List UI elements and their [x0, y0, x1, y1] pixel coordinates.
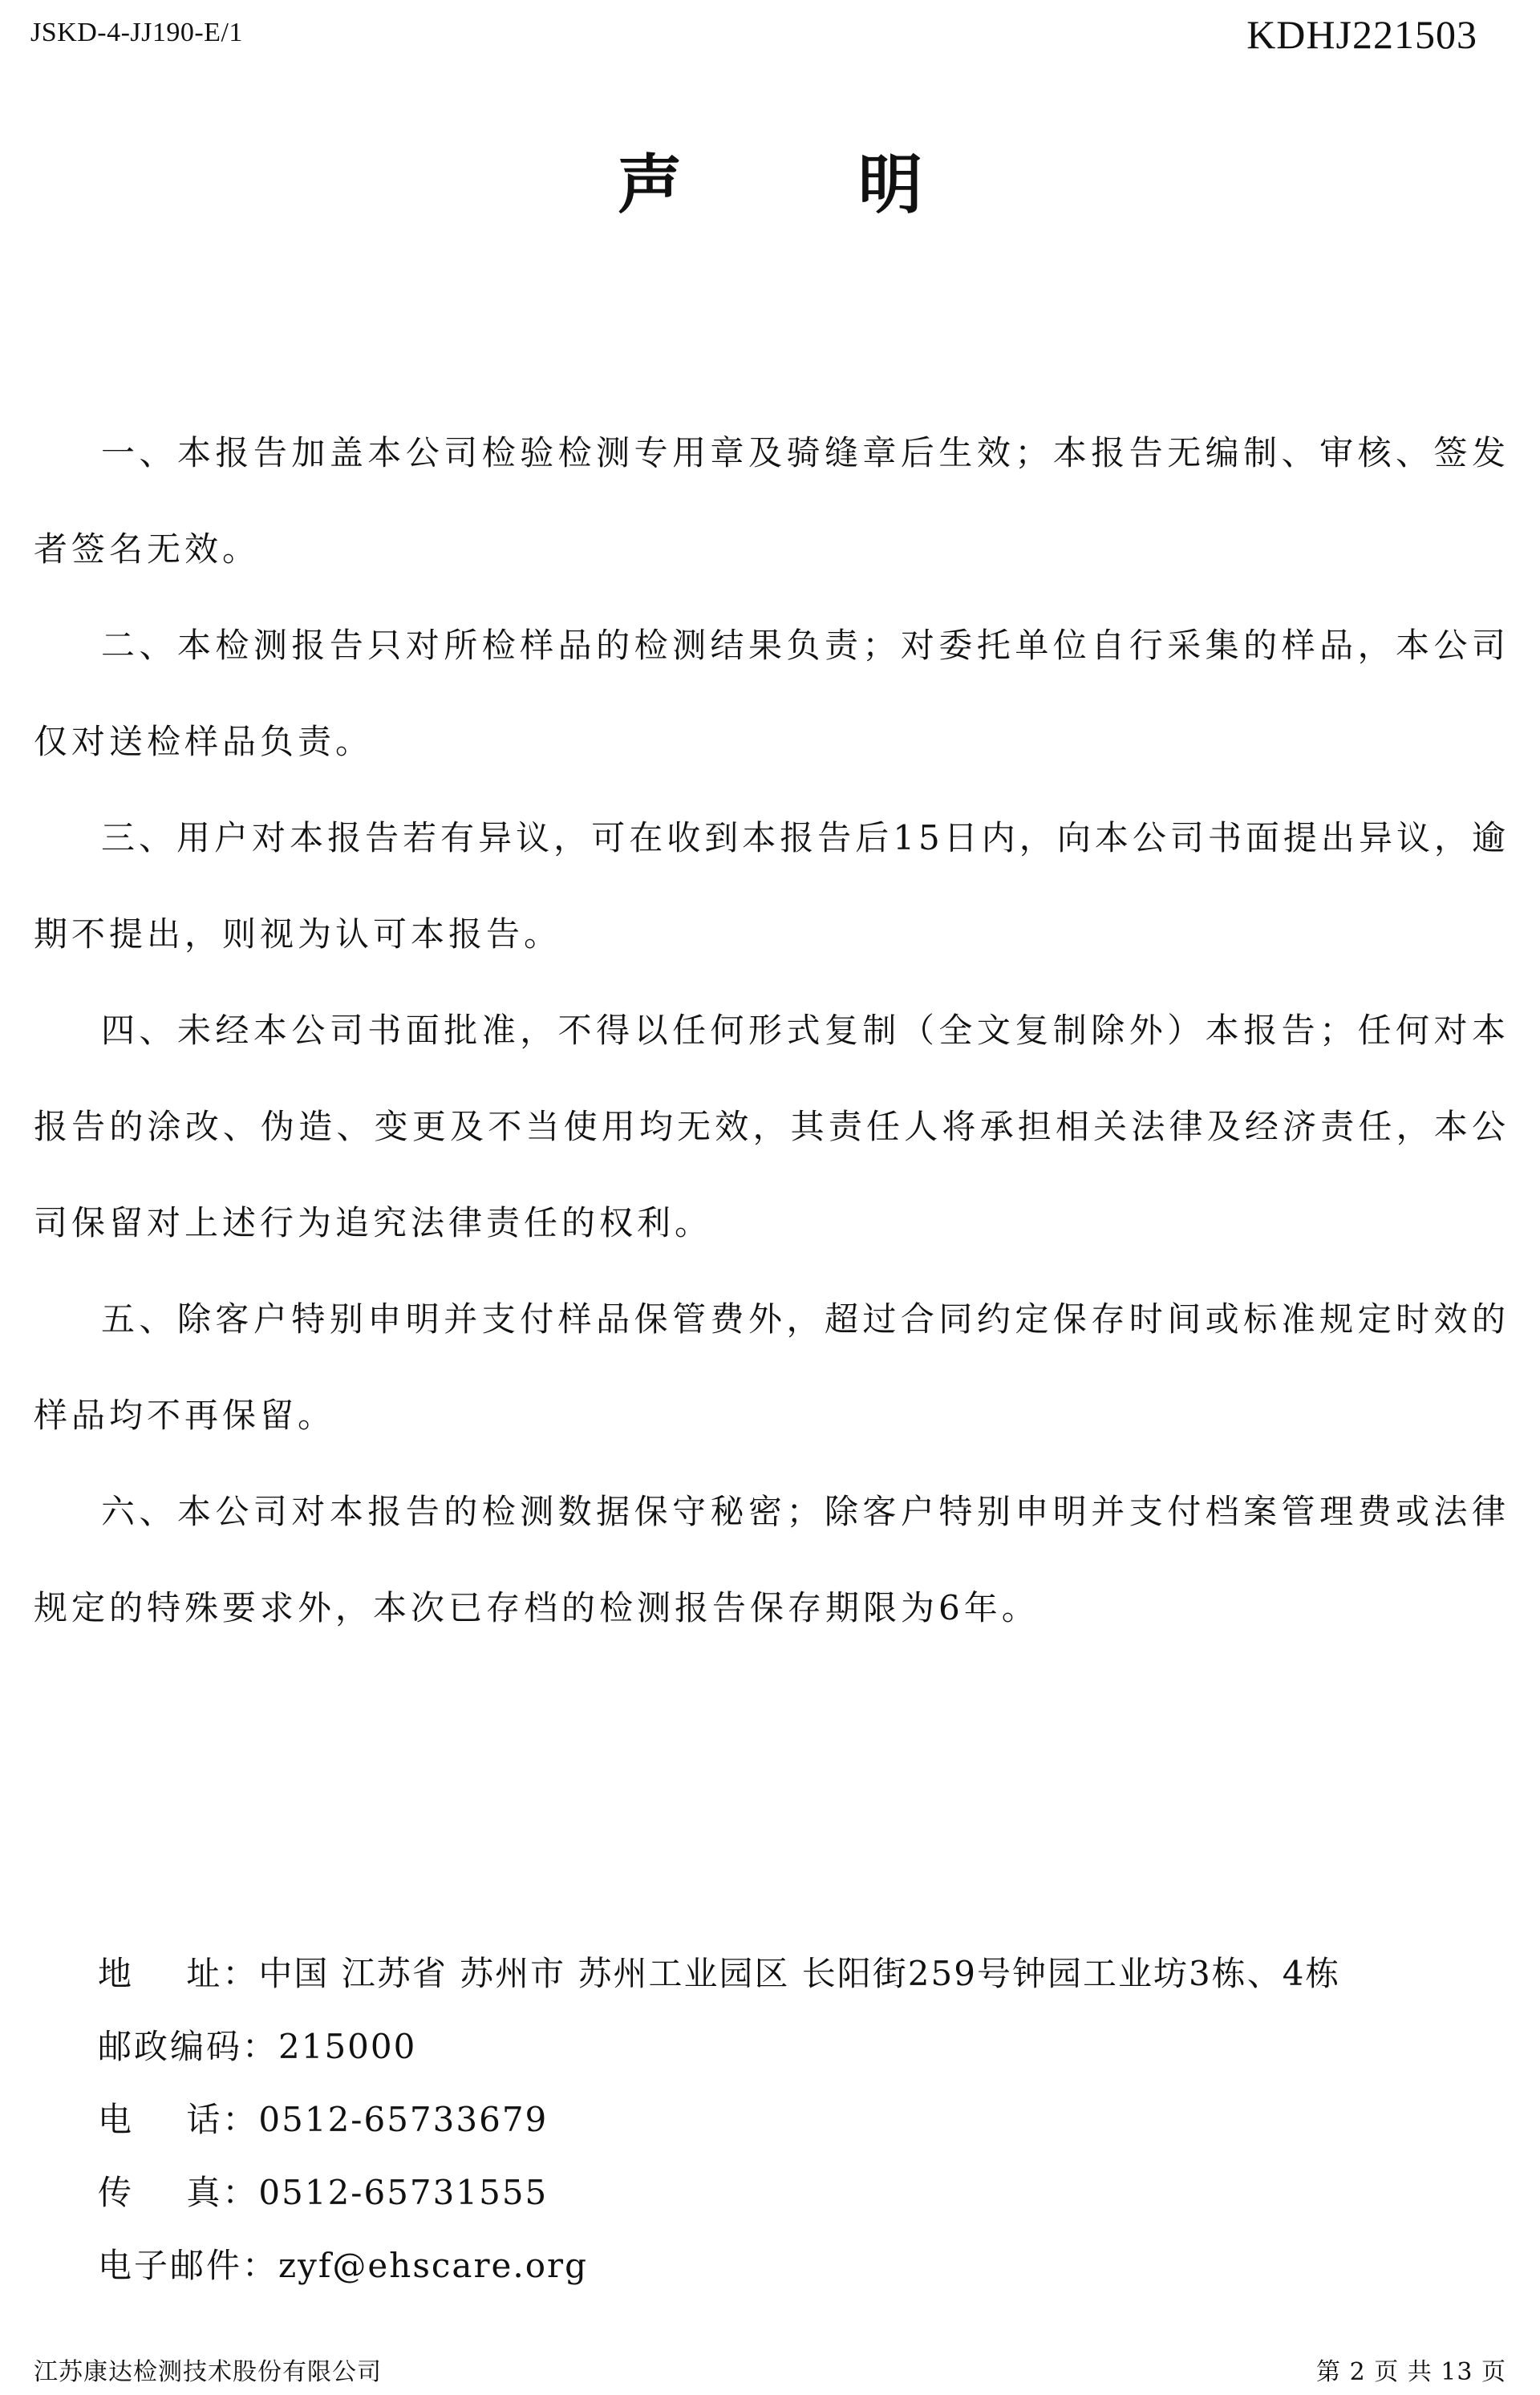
page-title: 声明 [618, 147, 1099, 222]
contact-info [98, 1937, 1510, 2302]
address-row [98, 1937, 1510, 2010]
page-number: 第 2 页 共 13 页 [1316, 2358, 1506, 2386]
statement-list [34, 405, 1510, 1656]
postcode-value: 215000 [278, 2027, 417, 2066]
statement-4: 四、未经本公司书面批准，不得以任何形式复制（全文复制除外）本报告；任何对本报告的涂改、伪造、变更及不当使用均无效，其责任人将承担相关法律及经济责任，本公司保留对上述行为追究法律责任的权利。 [34, 1011, 1510, 1242]
fax-label: 传 真： [98, 2173, 259, 2212]
email-value: zyf@ehscare.org [278, 2246, 588, 2285]
phone-value: 0512-65733679 [258, 2100, 549, 2139]
document-code: JSKD-4-JJ190-E/1 [30, 18, 243, 47]
postcode-row [98, 2010, 1510, 2083]
fax-row [98, 2156, 1510, 2229]
statement-6: 六、本公司对本报告的检测数据保守秘密；除客户特别申明并支付档案管理费或法律规定的特殊要求外，本次已存档的检测报告保存期限为6年。 [34, 1492, 1510, 1627]
statement-2: 二、本检测报告只对所检样品的检测结果负责；对委托单位自行采集的样品，本公司仅对送检样品负责。 [34, 626, 1510, 761]
address-value: 中国 江苏省 苏州市 苏州工业园区 长阳街259号钟园工业坊3栋、4栋 [258, 1954, 1341, 1993]
report-number: KDHJ221503 [1246, 12, 1477, 57]
statement-3: 三、用户对本报告若有异议，可在收到本报告后15日内，向本公司书面提出异议，逾期不提出，则视为认可本报告。 [34, 818, 1510, 954]
statement-5: 五、除客户特别申明并支付样品保管费外，超过合同约定保存时间或标准规定时效的样品均不再保留。 [34, 1299, 1510, 1435]
postcode-label: 邮政编码： [98, 2027, 279, 2066]
phone-label: 电 话： [98, 2100, 259, 2139]
email-label: 电子邮件： [98, 2246, 279, 2285]
statement-1: 一、本报告加盖本公司检验检测专用章及骑缝章后生效；本报告无编制、审核、签发者签名无效。 [34, 433, 1510, 569]
email-row [98, 2229, 1510, 2302]
phone-row [98, 2083, 1510, 2156]
footer-company: 江苏康达检测技术股份有限公司 [34, 2358, 382, 2386]
address-label: 地 址： [98, 1954, 259, 1993]
fax-value: 0512-65731555 [258, 2173, 549, 2212]
